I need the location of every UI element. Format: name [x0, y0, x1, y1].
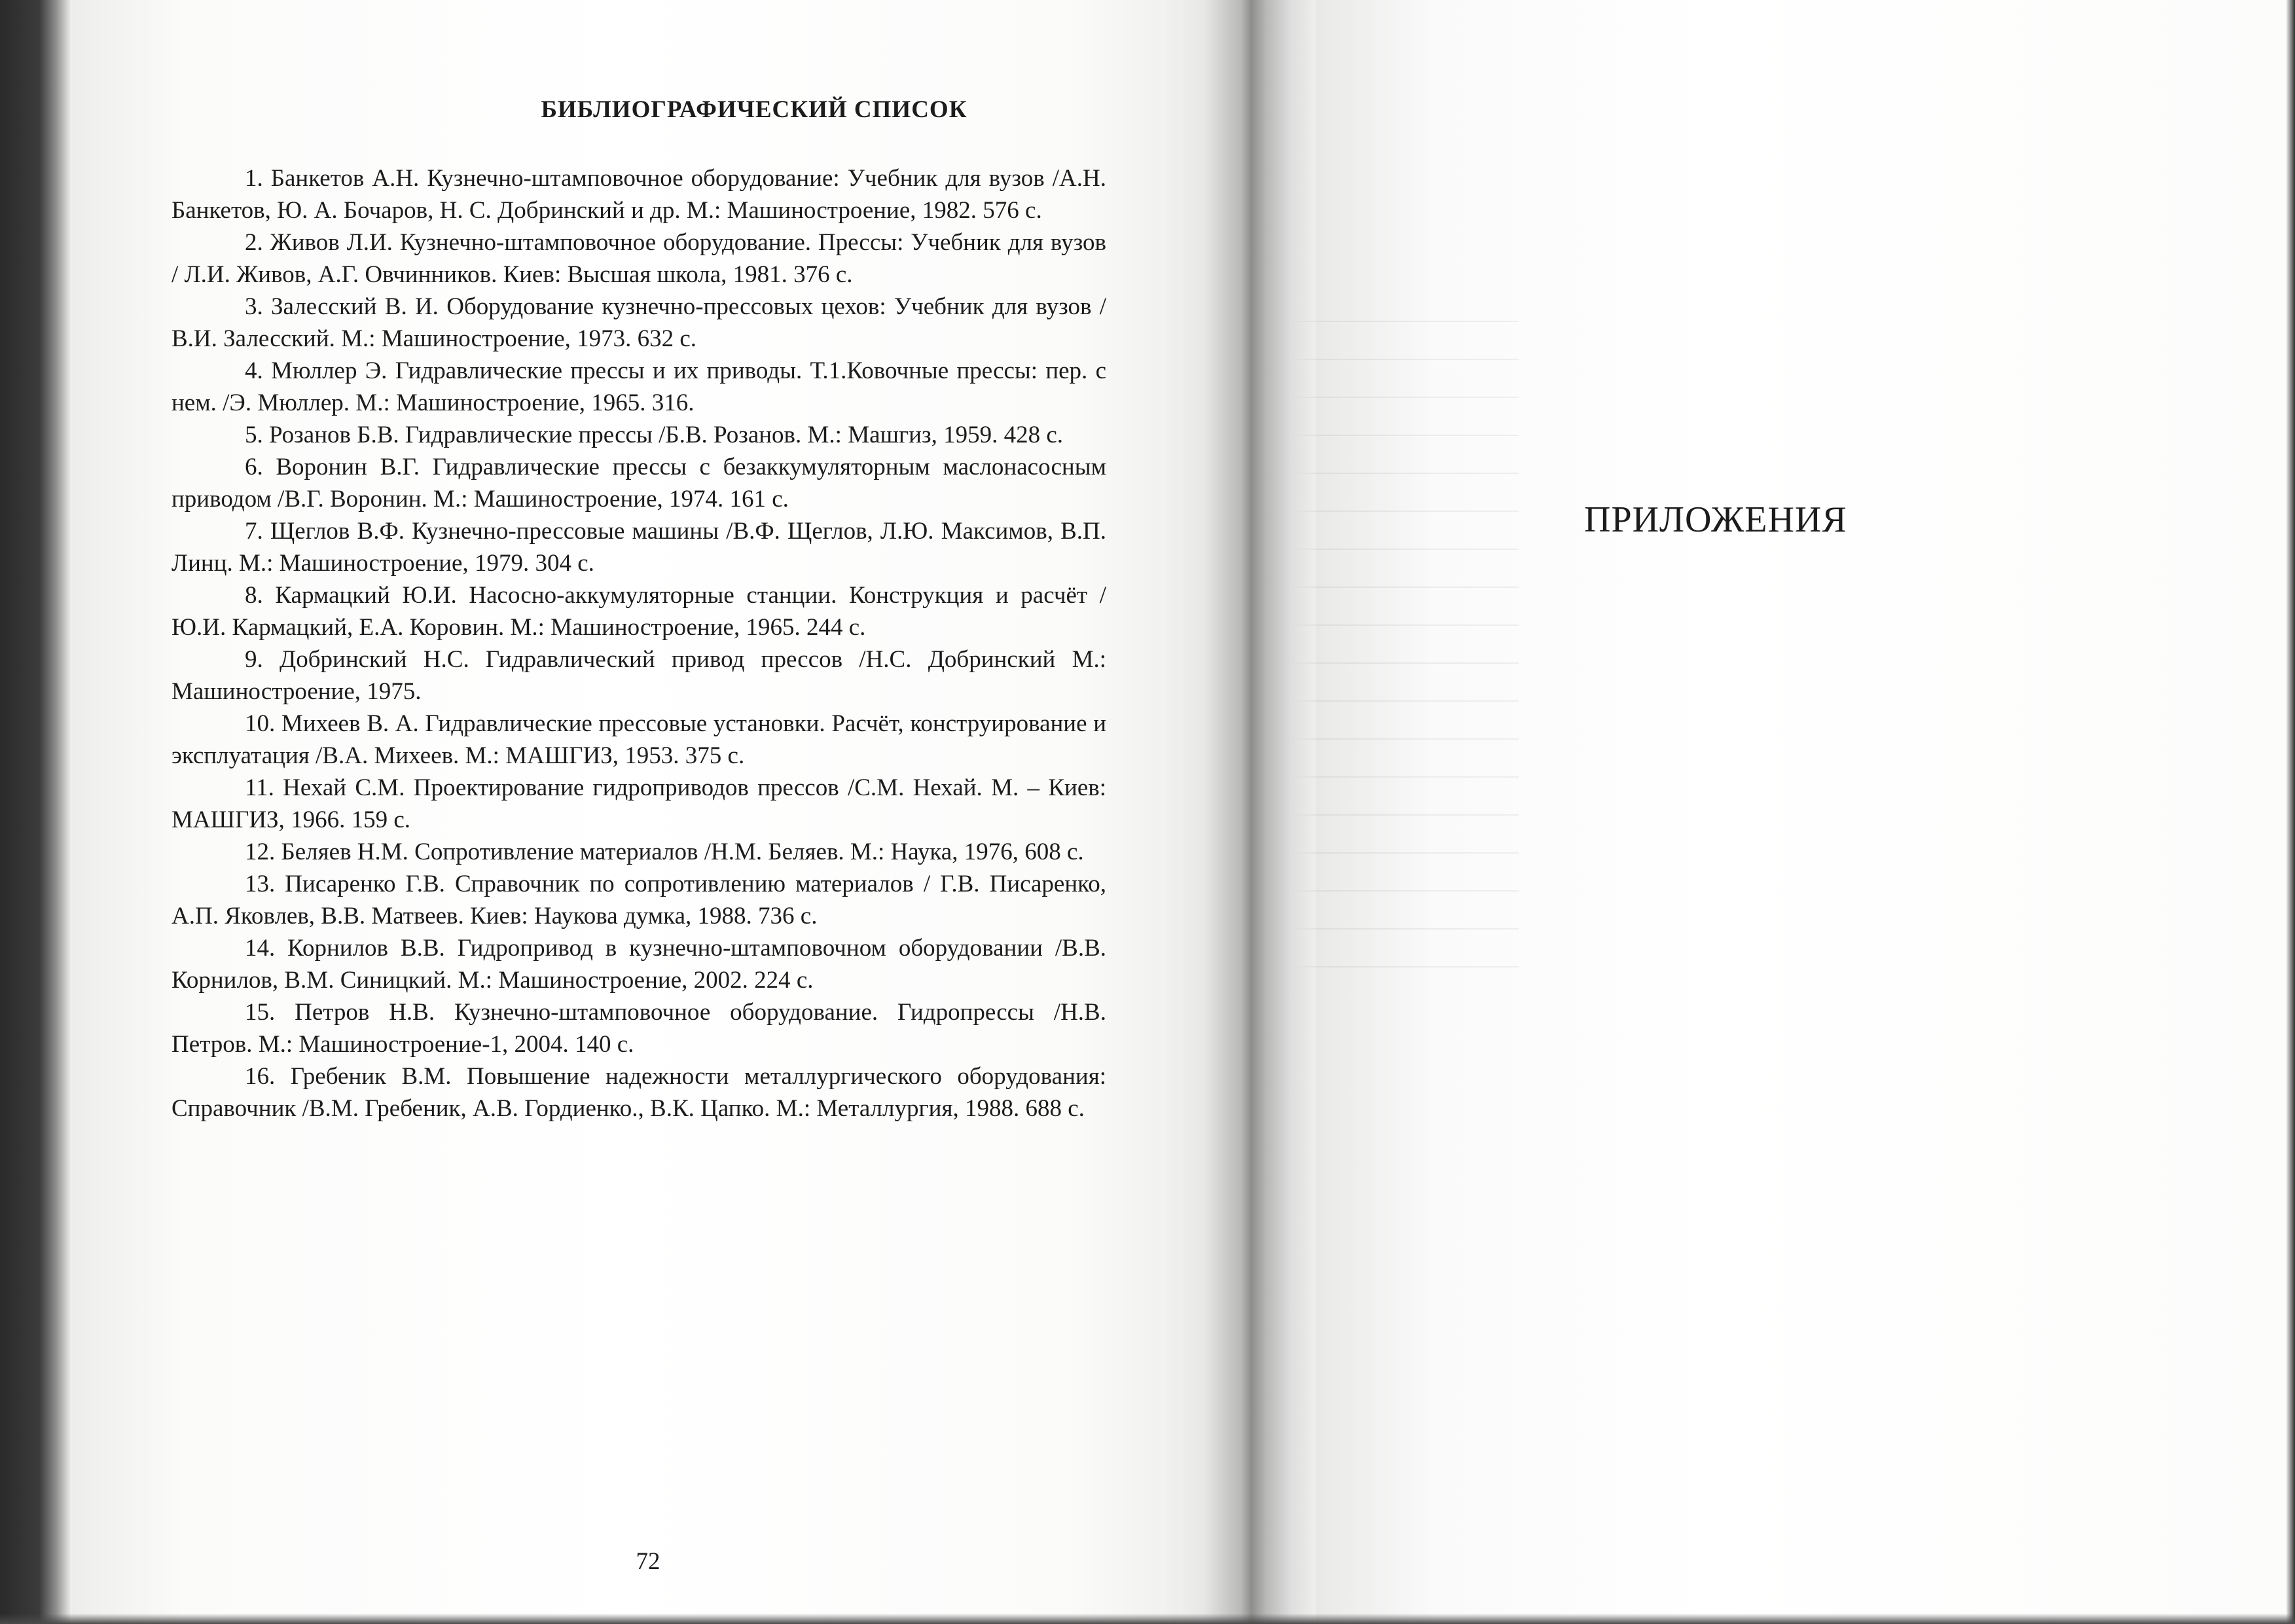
reference-item: 1. Банкетов А.Н. Кузнечно-штамповочное оборудование: Учебник для вузов /А.Н. Банкетов, Ю. А. Бочаров, Н. С. Добринский и др. М.: Машиностроение, 1982. 576 с. — [172, 165, 1106, 224]
reference-item: 7. Щеглов В.Ф. Кузнечно-прессовые машины /В.Ф. Щеглов, Л.Ю. Максимов, В.П. Линц. М.: Машиностроение, 1979. 304 с. — [172, 518, 1106, 577]
book-gutter — [1165, 0, 1322, 1624]
left-binding-edge — [0, 0, 72, 1624]
reference-item: 9. Добринский Н.С. Гидравлический привод прессов /Н.С. Добринский М.: Машиностроение, 1975. — [172, 646, 1106, 705]
reference-item: 15. Петров Н.В. Кузнечно-штамповочное оборудование. Гидропрессы /Н.В. Петров. М.: Машиностроение-1, 2004. 140 с. — [172, 999, 1106, 1058]
reference-item: 12. Беляев Н.М. Сопротивление материалов /Н.М. Беляев. М.: Наука, 1976, 608 с. — [245, 839, 1084, 865]
reference-item: 14. Корнилов В.В. Гидропривод в кузнечно-штамповочном оборудовании /В.В. Корнилов, В.М. Синицкий. М.: Машиностроение, 2002. 224 с. — [172, 935, 1106, 994]
reference-item: 6. Воронин В.Г. Гидравлические прессы с безаккумуляторным маслонасосным приводом /В.Г. Воронин. М.: Машиностроение, 1974. 161 с. — [172, 454, 1106, 513]
reference-item: 4. Мюллер Э. Гидравлические прессы и их приводы. Т.1.Ковочные прессы: пер. с нем. /Э. Мюллер. М.: Машиностроение, 1965. 316. — [172, 357, 1106, 416]
reference-item: 5. Розанов Б.В. Гидравлические прессы /Б.В. Розанов. М.: Машгиз, 1959. 428 с. — [245, 422, 1064, 448]
reference-item: 8. Кармацкий Ю.И. Насосно-аккумуляторные станции. Конструкция и расчёт /Ю.И. Кармацкий, Е.А. Коровин. М.: Машиностроение, 1965. 244 с. — [172, 582, 1106, 641]
page-number: 72 — [636, 1548, 660, 1575]
reference-item: 11. Нехай С.М. Проектирование гидроприводов прессов /С.М. Нехай. М. – Киев: МАШГИЗ, 1966. 159 с. — [172, 774, 1106, 833]
reference-item: 13. Писаренко Г.В. Справочник по сопротивлению материалов / Г.В. Писаренко, А.П. Яковлев, В.В. Матвеев. Киев: Наукова думка, 1988. 736 с. — [172, 871, 1106, 929]
bibliography-title: БИБЛИОГРАФИЧЕСКИЙ СПИСОК — [541, 96, 967, 123]
appendix-title: ПРИЛОЖЕНИЯ — [1584, 499, 1847, 540]
reference-item: 10. Михеев В. А. Гидравлические прессовые установки. Расчёт, конструирование и эксплуатация /В.А. Михеев. М.: МАШГИЗ, 1953. 375 с. — [172, 710, 1106, 769]
reference-item: 16. Гребеник В.М. Повышение надежности металлургического оборудования: Справочник /В.М. Гребеник, А.В. Гордиенко., В.К. Цапко. М.: Металлургия, 1988. 688 с. — [172, 1063, 1106, 1122]
reference-item: 2. Живов Л.И. Кузнечно-штамповочное оборудование. Прессы: Учебник для вузов / Л.И. Живов, А.Г. Овчинников. Киев: Высшая школа, 1981. 376 с. — [172, 229, 1106, 288]
reference-list — [172, 162, 1106, 1125]
reference-item: 3. Залесский В. И. Оборудование кузнечно-прессовых цехов: Учебник для вузов /В.И. Залесский. М.: Машиностроение, 1973. 632 с. — [172, 293, 1106, 352]
right-edge — [2286, 0, 2295, 1624]
bottom-edge — [0, 1614, 2295, 1624]
